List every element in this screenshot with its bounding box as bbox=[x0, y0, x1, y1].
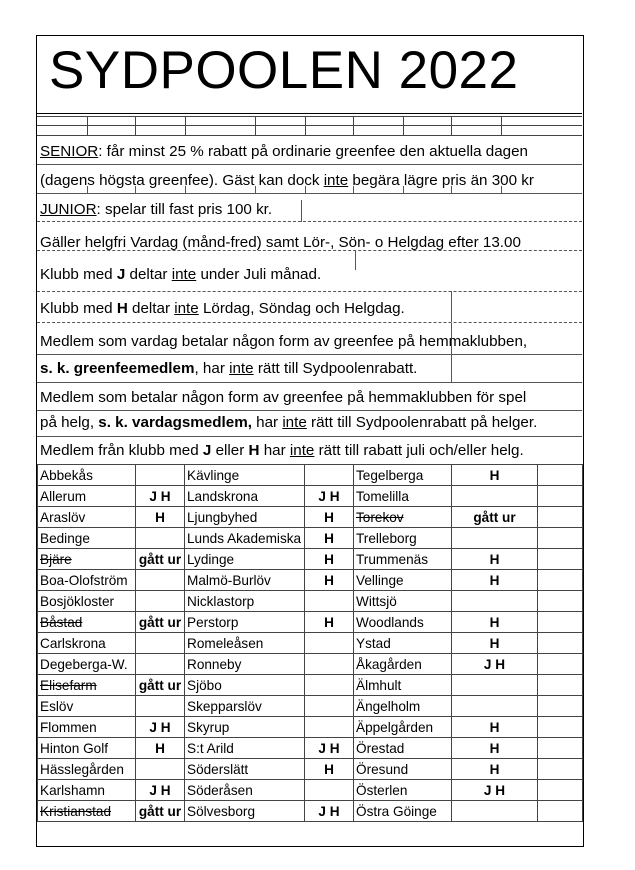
table-row bbox=[38, 591, 583, 612]
club-name: Flommen bbox=[38, 717, 136, 738]
club-restriction bbox=[305, 591, 354, 612]
h-inte: inte bbox=[174, 300, 199, 317]
weekday-member-term: s. k. vardagsmedlem, bbox=[98, 414, 252, 431]
empty-cell bbox=[538, 549, 583, 570]
h-rule bbox=[40, 300, 405, 317]
club-name: Trummenäs bbox=[354, 549, 452, 570]
greenfee-member-term: s. k. greenfeemedlem bbox=[40, 360, 195, 377]
club-restriction: gått ur bbox=[136, 612, 185, 633]
club-restriction: gått ur bbox=[136, 801, 185, 822]
club-restriction: H bbox=[305, 570, 354, 591]
club-name: Lunds Akademiska bbox=[185, 528, 305, 549]
empty-cell bbox=[538, 759, 583, 780]
gf-text-b: rätt till Sydpoolenrabatt. bbox=[253, 360, 418, 377]
table-row bbox=[38, 528, 583, 549]
club-restriction bbox=[305, 654, 354, 675]
greenfee-member-line1: Medlem som vardag betalar någon form av greenfee på hemmaklubben, bbox=[40, 333, 528, 350]
senior-rule-line1 bbox=[40, 143, 528, 160]
j-rule bbox=[40, 266, 321, 283]
club-restriction: J H bbox=[136, 780, 185, 801]
club-name: Kävlinge bbox=[185, 465, 305, 486]
table-row bbox=[38, 696, 583, 717]
club-restriction: H bbox=[305, 549, 354, 570]
club-name: Hinton Golf bbox=[38, 738, 136, 759]
club-restriction bbox=[136, 654, 185, 675]
senior-label: SENIOR bbox=[40, 143, 99, 160]
empty-cell bbox=[538, 675, 583, 696]
page-title: SYDPOOLEN 2022 bbox=[49, 41, 519, 100]
empty-cell bbox=[538, 633, 583, 654]
table-row bbox=[38, 738, 583, 759]
club-restriction: H bbox=[452, 633, 538, 654]
club-name: Abbekås bbox=[38, 465, 136, 486]
club-restriction: gått ur bbox=[136, 675, 185, 696]
club-name: Boa-Olofström bbox=[38, 570, 136, 591]
table-row bbox=[38, 549, 583, 570]
club-name: Bosjökloster bbox=[38, 591, 136, 612]
junior-label: JUNIOR bbox=[40, 201, 97, 218]
club-restriction: J H bbox=[452, 654, 538, 675]
club-restriction: H bbox=[452, 549, 538, 570]
club-name: Ljungbyhed bbox=[185, 507, 305, 528]
empty-cell bbox=[538, 738, 583, 759]
vd-inte: inte bbox=[282, 414, 307, 431]
senior-text-2b: begära lägre pris än 300 kr bbox=[348, 172, 534, 189]
club-name: Hässlegården bbox=[38, 759, 136, 780]
club-restriction bbox=[452, 696, 538, 717]
club-restriction bbox=[305, 675, 354, 696]
empty-cell bbox=[538, 591, 583, 612]
j-code: J bbox=[116, 266, 126, 283]
table-row bbox=[38, 675, 583, 696]
club-restriction: J H bbox=[136, 717, 185, 738]
senior-text-1: : får minst 25 % rabatt på ordinarie greenfee den aktuella dagen bbox=[98, 143, 528, 160]
empty-cell bbox=[538, 654, 583, 675]
club-restriction: gått ur bbox=[136, 549, 185, 570]
jh-text-c: har bbox=[259, 442, 290, 459]
club-restriction bbox=[305, 780, 354, 801]
club-name: Ronneby bbox=[185, 654, 305, 675]
club-restriction: H bbox=[305, 528, 354, 549]
club-name: S:t Arild bbox=[185, 738, 305, 759]
senior-inte: inte bbox=[323, 172, 349, 189]
club-name: Skepparslöv bbox=[185, 696, 305, 717]
club-restriction bbox=[452, 486, 538, 507]
club-name: Älmhult bbox=[354, 675, 452, 696]
club-restriction: H bbox=[452, 738, 538, 759]
vd-text-c: rätt till Sydpoolenrabatt på helger. bbox=[306, 414, 538, 431]
junior-text: : spelar till fast pris 100 kr. bbox=[96, 201, 273, 218]
jh-text-b: eller bbox=[211, 442, 249, 459]
jh-h: H bbox=[248, 442, 260, 459]
table-row bbox=[38, 759, 583, 780]
empty-cell bbox=[538, 528, 583, 549]
club-restriction bbox=[136, 465, 185, 486]
senior-text-2a: (dagens högsta greenfee). Gäst kan dock bbox=[40, 172, 324, 189]
club-name: Kristianstad bbox=[38, 801, 136, 822]
club-name: Ängelholm bbox=[354, 696, 452, 717]
club-name: Tomelilla bbox=[354, 486, 452, 507]
club-restriction: H bbox=[305, 612, 354, 633]
empty-cell bbox=[538, 717, 583, 738]
club-name: Elisefarm bbox=[38, 675, 136, 696]
empty-cell bbox=[538, 486, 583, 507]
club-name: Araslöv bbox=[38, 507, 136, 528]
club-restriction: H bbox=[136, 507, 185, 528]
club-name: Eslöv bbox=[38, 696, 136, 717]
club-restriction bbox=[305, 717, 354, 738]
title-box bbox=[37, 36, 582, 114]
vd-text-b: har bbox=[251, 414, 283, 431]
club-name: Örestad bbox=[354, 738, 452, 759]
club-restriction bbox=[305, 465, 354, 486]
club-restriction bbox=[136, 696, 185, 717]
club-name: Ystad bbox=[354, 633, 452, 654]
club-restriction bbox=[452, 528, 538, 549]
empty-cell bbox=[538, 801, 583, 822]
club-restriction: J H bbox=[305, 738, 354, 759]
club-restriction: J H bbox=[136, 486, 185, 507]
j-text-c: under Juli månad. bbox=[196, 266, 322, 283]
club-name: Östra Göinge bbox=[354, 801, 452, 822]
club-name: Torekov bbox=[354, 507, 452, 528]
club-restriction bbox=[452, 801, 538, 822]
club-restriction bbox=[305, 696, 354, 717]
club-restriction: H bbox=[452, 612, 538, 633]
club-name: Öresund bbox=[354, 759, 452, 780]
club-name: Malmö-Burlöv bbox=[185, 570, 305, 591]
j-text-b: deltar bbox=[125, 266, 172, 283]
jh-j: J bbox=[202, 442, 212, 459]
table-row bbox=[38, 507, 583, 528]
club-name: Tegelberga bbox=[354, 465, 452, 486]
jh-text-d: rätt till rabatt juli och/eller helg. bbox=[314, 442, 524, 459]
club-name: Vellinge bbox=[354, 570, 452, 591]
weekday-rule: Gäller helgfri Vardag (månd-fred) samt Lör-, Sön- o Helgdag efter 13.00 bbox=[40, 234, 521, 251]
club-restriction: gått ur bbox=[452, 507, 538, 528]
gf-text-a: , har bbox=[194, 360, 230, 377]
vd-text-a: på helg, bbox=[40, 414, 99, 431]
j-inte: inte bbox=[171, 266, 197, 283]
club-restriction: H bbox=[305, 507, 354, 528]
junior-rule bbox=[40, 201, 272, 218]
table-row bbox=[38, 780, 583, 801]
h-code: H bbox=[116, 300, 128, 317]
senior-rule-line2 bbox=[40, 172, 534, 189]
club-restriction bbox=[136, 633, 185, 654]
club-name: Bedinge bbox=[38, 528, 136, 549]
h-text-c: Lördag, Söndag och Helgdag. bbox=[198, 300, 405, 317]
greenfee-member-line2 bbox=[40, 360, 417, 377]
weekday-member-line1: Medlem som betalar någon form av greenfee på hemmaklubben för spel bbox=[40, 389, 527, 406]
club-name: Karlshamn bbox=[38, 780, 136, 801]
empty-cell bbox=[538, 570, 583, 591]
club-restriction: H bbox=[452, 759, 538, 780]
club-restriction bbox=[452, 591, 538, 612]
club-name: Nicklastorp bbox=[185, 591, 305, 612]
club-name: Skyrup bbox=[185, 717, 305, 738]
club-name: Sölvesborg bbox=[185, 801, 305, 822]
club-name: Sjöbo bbox=[185, 675, 305, 696]
jh-member-rule bbox=[40, 442, 524, 459]
table-row bbox=[38, 612, 583, 633]
club-restriction bbox=[136, 591, 185, 612]
weekday-member-line2 bbox=[40, 414, 537, 431]
club-table bbox=[37, 464, 583, 822]
empty-cell bbox=[538, 612, 583, 633]
club-name: Degeberga-W. bbox=[38, 654, 136, 675]
table-row bbox=[38, 633, 583, 654]
club-restriction: H bbox=[305, 759, 354, 780]
club-restriction bbox=[136, 759, 185, 780]
club-restriction: H bbox=[452, 465, 538, 486]
club-restriction: H bbox=[452, 570, 538, 591]
club-restriction bbox=[305, 633, 354, 654]
gf-inte: inte bbox=[229, 360, 254, 377]
club-name: Äppelgården bbox=[354, 717, 452, 738]
club-restriction bbox=[136, 528, 185, 549]
club-restriction: H bbox=[452, 717, 538, 738]
club-name: Lydinge bbox=[185, 549, 305, 570]
table-row bbox=[38, 486, 583, 507]
club-name: Österlen bbox=[354, 780, 452, 801]
table-row bbox=[38, 654, 583, 675]
club-name: Landskrona bbox=[185, 486, 305, 507]
club-name: Båstad bbox=[38, 612, 136, 633]
club-name: Carlskrona bbox=[38, 633, 136, 654]
table-row bbox=[38, 717, 583, 738]
club-restriction: J H bbox=[305, 486, 354, 507]
j-text-a: Klubb med bbox=[40, 266, 117, 283]
club-name: Bjäre bbox=[38, 549, 136, 570]
club-name: Åkagården bbox=[354, 654, 452, 675]
h-text-a: Klubb med bbox=[40, 300, 117, 317]
club-restriction: H bbox=[136, 738, 185, 759]
club-restriction: J H bbox=[305, 801, 354, 822]
club-name: Trelleborg bbox=[354, 528, 452, 549]
club-restriction: J H bbox=[452, 780, 538, 801]
club-list-sheet bbox=[36, 35, 584, 847]
table-row bbox=[38, 570, 583, 591]
club-name: Wittsjö bbox=[354, 591, 452, 612]
club-restriction bbox=[136, 570, 185, 591]
jh-inte: inte bbox=[289, 442, 315, 459]
club-name: Woodlands bbox=[354, 612, 452, 633]
club-name: Perstorp bbox=[185, 612, 305, 633]
empty-cell bbox=[538, 465, 583, 486]
empty-grid-rows bbox=[37, 116, 582, 138]
club-name: Söderslätt bbox=[185, 759, 305, 780]
h-text-b: deltar bbox=[127, 300, 175, 317]
club-restriction bbox=[452, 675, 538, 696]
table-row bbox=[38, 465, 583, 486]
jh-text-a: Medlem från klubb med bbox=[40, 442, 203, 459]
empty-cell bbox=[538, 696, 583, 717]
empty-cell bbox=[538, 507, 583, 528]
club-name: Allerum bbox=[38, 486, 136, 507]
club-name: Romeleåsen bbox=[185, 633, 305, 654]
club-name: Söderåsen bbox=[185, 780, 305, 801]
empty-cell bbox=[538, 780, 583, 801]
table-row bbox=[38, 801, 583, 822]
